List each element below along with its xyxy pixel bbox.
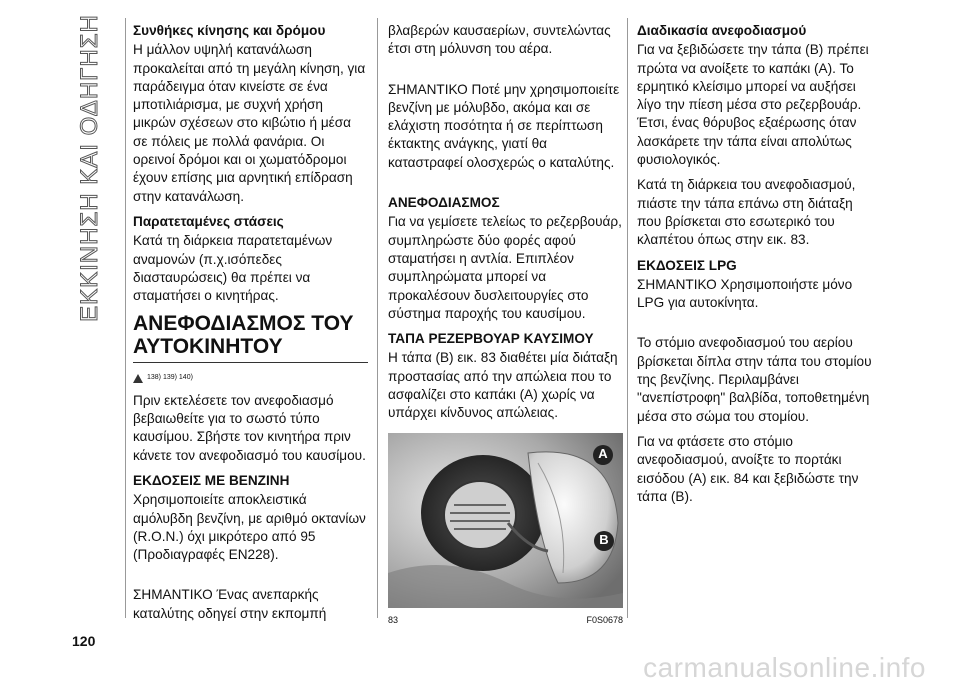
column-divider <box>627 18 628 618</box>
figure-code: F0S0678 <box>586 614 623 625</box>
fuel-flap-illustration <box>388 433 623 608</box>
paragraph: Κατά τη διάρκεια παρατεταμένων αναμονών (π.χ.ισόπεδες διασταυρώσεις) θα πρέπει να σταματήσει ο κινητήρας. <box>133 233 333 304</box>
paragraph: Πριν εκτελέσετε τον ανεφοδιασμό βεβαιωθείτε για το σωστό τύπο καυσίμου. Σβήστε τον κινητήρα πριν κάνετε τον ανεφοδιασμό του καυσίμου. <box>133 392 366 463</box>
heading-long-stops: Παρατεταμένες στάσεις <box>133 213 284 229</box>
paragraph: ΣΗΜΑΝΤΙΚΟ Ένας ανεπαρκής καταλύτης οδηγεί στην εκπομπή <box>133 587 327 621</box>
figure-number: 83 <box>388 614 399 625</box>
heading-lpg-versions: ΕΚΔΟΣΕΙΣ LPG <box>637 257 737 273</box>
paragraph: Για να γεμίσετε τελείως το ρεζερβουάρ, συμπληρώστε δύο φορές αφού σταματήσει η αντλία. Επιπλέον συμπληρώματα μπορεί να προκαλέσουν δυσλειτουργίες στο σύστημα παροχής του καυσίμου. <box>388 214 622 321</box>
heading-driving-conditions: Συνθήκες κίνησης και δρόμου <box>133 23 326 38</box>
warning-references <box>133 369 368 387</box>
column-3 <box>637 22 877 513</box>
heading-petrol-versions: ΕΚΔΟΣΕΙΣ ΜΕ ΒΕΝΖΙΝΗ <box>133 472 290 488</box>
section-rule <box>133 362 368 363</box>
paragraph: Για να φτάσετε στο στόμιο ανεφοδιασμού, ανοίξτε το πορτάκι εισόδου (A) εικ. 84 και ξεβιδώστε την τάπα (B). <box>637 433 859 504</box>
paragraph: Η μάλλον υψηλή κατανάλωση προκαλείται από τη μεγάλη κίνηση, για παράδειγμα όταν κινείστε σε ένα μποτιλιάρισμα, με συχνή χρήση μικρών σχέσεων στο κιβώτιο ή μέσα σε πόλεις με πολλά φανάρια. Οι ορεινοί δρόμοι και οι χωματόδρομοι έχουν επίσης μια αρνητική επίδραση στην κατανάλωση. <box>133 42 366 204</box>
heading-refuelling-procedure: Διαδικασία ανεφοδιασμού <box>637 23 807 38</box>
page-number: 120 <box>72 633 96 649</box>
figure-caption <box>388 611 623 629</box>
paragraph: Κατά τη διάρκεια του ανεφοδιασμού, πιάστε την τάπα επάνω στη διάταξη που βρίσκεται στο εσωτερικό του κλαπέτου όπως στην εικ. 83. <box>637 177 856 248</box>
paragraph: Η τάπα (B) εικ. 83 διαθέτει μία διάταξη προστασίας από την απώλεια που το ασφαλίζει στο καπάκι (A) χωρίς να υπάρχει κίνδυνος απώλειας. <box>388 350 618 421</box>
paragraph: ΣΗΜΑΝΤΙΚΟ Χρησιμοποιήστε μόνο LPG για αυτοκίνητα. <box>637 276 853 311</box>
warning-triangle-icon <box>133 374 143 383</box>
heading-fuel-cap: ΤΑΠΑ ΡΕΖΕΡΒΟΥΑΡ ΚΑΥΣΙΜΟΥ <box>388 331 594 347</box>
column-1 <box>133 22 368 630</box>
label-b: B <box>594 531 614 551</box>
section-title-refuelling: ΑΝΕΦΟΔΙΑΣΜΟΣ ΤΟΥ ΑΥΤΟΚΙΝΗΤΟΥ <box>133 312 354 359</box>
reference-numbers: 138) 139) 140) <box>147 374 193 382</box>
figure-fuel-flap <box>388 433 623 608</box>
column-divider <box>377 18 378 618</box>
column-2 <box>388 22 623 629</box>
watermark: carmanualsonline.info <box>643 652 926 683</box>
label-a: A <box>593 445 613 465</box>
chapter-side-tab <box>72 14 108 322</box>
chapter-title: ΕΚΚΙΝΗΣΗ ΚΑΙ ΟΔΗΓΗΣΗ <box>76 14 103 322</box>
paragraph: βλαβερών καυσαερίων, συντελώντας έτσι στη μόλυνση του αέρα. <box>388 23 611 57</box>
paragraph: Το στόμιο ανεφοδιασμού του αερίου βρίσκεται δίπλα στην τάπα του στομίου της βενζίνης. Περιλαμβάνει "ανεπίστροφη" βαλβίδα, τοποθετημένη μέσα στο σώμα του στομίου. <box>637 335 872 424</box>
paragraph: ΣΗΜΑΝΤΙΚΟ Ποτέ μην χρησιμοποιείτε βενζίνη με μόλυβδο, ακόμα και σε ελάχιστη ποσότητα ή σε περίπτωση έκτακτης ανάγκης, γιατί θα καταστραφεί ολοσχερώς ο καταλύτης. <box>388 81 620 170</box>
paragraph: Χρησιμοποιείτε αποκλειστικά αμόλυβδη βενζίνη, με αριθμό οκτανίων (R.O.N.) όχι μικρότερο από 95 (Προδιαγραφές EN228). <box>133 492 366 563</box>
column-divider <box>125 18 126 618</box>
paragraph: Για να ξεβιδώσετε την τάπα (B) πρέπει πρώτα να ανοίξετε το καπάκι (A). Το ερμητικό κλείσιμο μπορεί να αυξήσει λίγο την πίεση μέσα στο ρεζερβουάρ. Έτσι, ένας θόρυβος εξαέρωσης όταν λασκάρετε την τάπα είναι απολύτως φυσιολογικός. <box>637 42 869 168</box>
heading-refuelling: ΑΝΕΦΟΔΙΑΣΜΟΣ <box>388 195 500 211</box>
